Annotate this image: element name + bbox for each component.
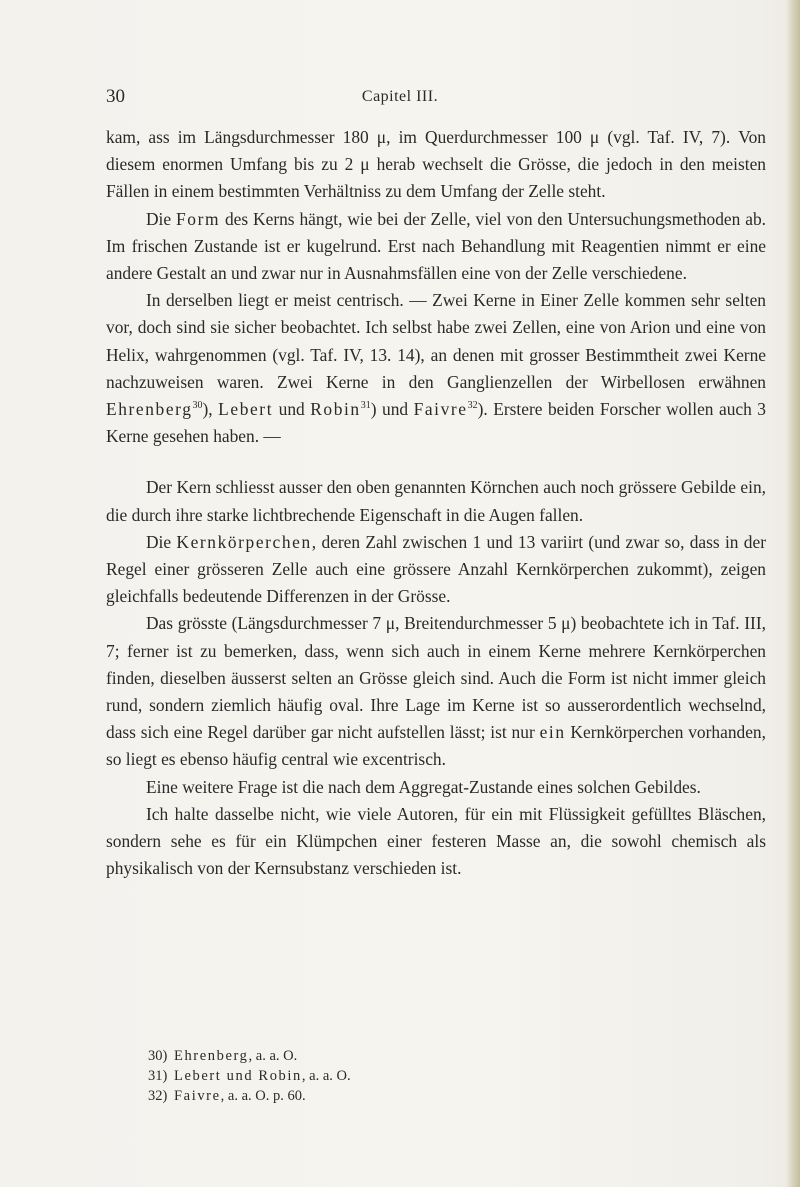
body-text	[106, 124, 766, 882]
text-run: ),	[202, 399, 219, 420]
footnotes	[148, 1046, 351, 1106]
text-run: des Kerns hängt, wie bei der Zelle, viel von den Untersuchungsmethoden ab. Im frischen Zustande ist er kugelrund. Erst nach Behandlung mit Reagentien nimmt er eine andere Gestalt an und zwar nur in Ausnahmsfällen eine von der Zelle verschiedene.	[106, 208, 766, 284]
running-title: Capitel III.	[361, 88, 439, 105]
footnote-ref: 31	[360, 400, 371, 412]
spaced-term: Lebert	[218, 399, 274, 420]
paragraph	[106, 474, 766, 528]
text-run: Ich halte dasselbe nicht, wie viele Autoren, für ein mit Flüssigkeit gefülltes Bläschen, sondern sehe es für ein Klümpchen einer festeren Masse an, die sowohl chemisch als physikalisch von der Kernsubstanz verschieden ist.	[106, 803, 766, 879]
text-run: und	[273, 399, 311, 420]
text-run: ). Erstere beiden Forscher wollen auch 3 Kerne gesehen haben. —	[106, 399, 766, 447]
spaced-term: Faivre	[413, 399, 468, 420]
footnote-number: 32)	[148, 1088, 168, 1104]
spaced-term: Form	[176, 208, 221, 229]
footnote-reference: , a. a. O.	[301, 1068, 351, 1084]
footnote	[148, 1066, 351, 1086]
footnote-number: 31)	[148, 1068, 168, 1084]
text-run: Die	[146, 531, 177, 552]
page-header	[0, 86, 800, 116]
text-run: In derselben liegt er meist centrisch. — Zwei Kerne in Einer Zelle kommen sehr selten vor, doch sind sie sicher beobachtet. Ich selbst habe zwei Zellen, eine von Arion und eine von Helix, wahrgenommen (vgl. Taf. IV, 13. 14), an denen mit grosser Bestimmtheit zwei Kerne nachzuweisen waren. Zwei Kerne in den Ganglienzellen der Wirbellosen erwähnen	[106, 290, 766, 392]
text-run: Der Kern schliesst ausser den oben genannten Körnchen auch noch grössere Gebilde ein, die durch ihre starke lichtbrechende Eigenschaft in die Augen fallen.	[106, 477, 766, 525]
paragraph	[106, 206, 766, 288]
footnote-reference: , a. a. O.	[248, 1048, 298, 1064]
paragraph	[106, 124, 766, 206]
text-run: Das grösste (Längsdurchmesser 7 μ, Breitendurchmesser 5 μ) beobachtete ich in Taf. III, 7; ferner ist zu bemerken, dass, wenn sich auch in einem Kerne mehrere Kernkörperchen finden, dieselben äusserst selten an Grösse gleich sind. Auch die Form ist nicht immer gleich rund, sondern ziemlich häufig oval. Ihre Lage im Kerne ist so ausserordentlich wechselnd, dass sich eine Regel darüber gar nicht aufstellen lässt; ist nur	[106, 613, 766, 743]
footnote-number: 30)	[148, 1048, 168, 1064]
spaced-term: Robin	[310, 399, 361, 420]
text-run: ) und	[370, 399, 414, 420]
text-run: , deren Zahl zwischen 1 und 13 variirt (und zwar so, dass in der Regel einer grösseren Zelle auch eine grössere Anzahl Kernkörperchen zukommt), zeigen gleichfalls bedeutende Differenzen in der Grösse.	[106, 531, 766, 607]
text-run: Die	[146, 208, 176, 229]
text-run: Eine weitere Frage ist die nach dem Aggregat-Zustande eines solchen Gebildes.	[146, 776, 701, 797]
footnote-author: Lebert und Robin	[174, 1068, 302, 1084]
footnote-reference: , a. a. O. p. 60.	[220, 1088, 306, 1104]
paragraph	[106, 287, 766, 450]
footnote	[148, 1086, 351, 1106]
footnote-ref: 32	[467, 400, 478, 412]
text-run: Kernkörperchen vorhanden, so liegt es ebenso häufig central wie excentrisch.	[106, 722, 766, 770]
paragraph	[106, 610, 766, 773]
spaced-term: Kernkörperchen	[176, 531, 312, 552]
page-number: 30	[106, 86, 125, 107]
paragraph	[106, 774, 766, 801]
footnote	[148, 1046, 351, 1066]
footnote-author: Ehrenberg	[174, 1048, 249, 1064]
footnote-ref: 30	[192, 400, 203, 412]
paragraph	[106, 529, 766, 611]
spaced-term: ein	[539, 722, 566, 743]
footnote-author: Faivre	[174, 1088, 221, 1104]
paragraph	[106, 801, 766, 883]
page-edge	[786, 0, 800, 1187]
spaced-term: Ehrenberg	[106, 399, 193, 420]
text-run: kam, ass im Längsdurchmesser 180 μ, im Querdurchmesser 100 μ (vgl. Taf. IV, 7). Von diesem enormen Umfang bis zu 2 μ herab wechselt die Grösse, die jedoch in den meisten Fällen in einem bestimmten Verhältniss zu dem Umfang der Zelle steht.	[106, 127, 766, 202]
